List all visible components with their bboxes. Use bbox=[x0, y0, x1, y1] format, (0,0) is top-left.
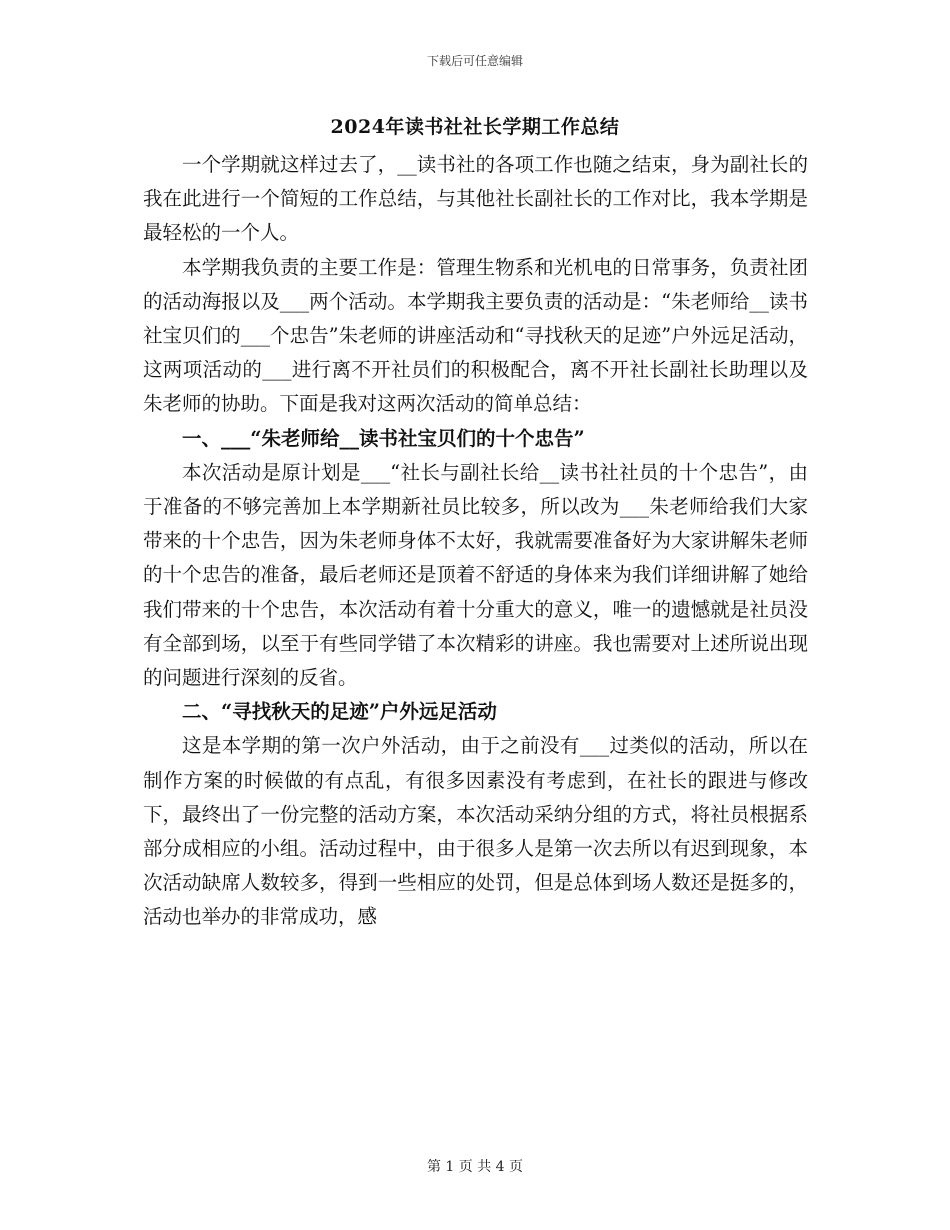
page-number-footer: 第 1 页 共 4 页 bbox=[426, 1159, 524, 1175]
section-2-paragraph: 这是本学期的第一次户外活动，由于之前没有___过类似的活动，所以在制作方案的时候做的有点乱，有很多因素没有考虑到，在社长的跟进与修改下，最终出了一份完整的活动方案，本次活动采纳分组的方式，将社员根据系部分成相应的小组。活动过程中，由于很多人是第一次去所以有迟到现象，本次活动缺席人数较多，得到一些相应的处罚，但是总体到场人数还是挺多的，活动也举办的非常成功，感 bbox=[143, 734, 808, 929]
page-header-note: 下载后可任意编辑 bbox=[426, 54, 523, 68]
section-2-heading: 二、“寻找秋天的足迹”户外远足活动 bbox=[182, 700, 497, 724]
intro-paragraph: 一个学期就这样过去了，__读书社的各项工作也随之结束，身为副社长的我在此进行一个简短的工作总结，与其他社长副社长的工作对比，我本学期是最轻松的一个人。 bbox=[143, 153, 808, 245]
section-1-heading: 一、___“朱老师给__读书社宝贝们的十个忠告” bbox=[182, 426, 585, 450]
document-body bbox=[143, 148, 808, 935]
section-1-paragraph: 本次活动是原计划是___“社长与副社长给__读书社社员的十个忠告”，由于准备的不够完善加上本学期新社员比较多，所以改为___朱老师给我们大家带来的十个忠告，因为朱老师身体不太好，我就需要准备好为大家讲解朱老师的十个忠告的准备，最后老师还是顶着不舒适的身体来为我们详细讲解了她给我们带来的十个忠告，本次活动有着十分重大的意义，唯一的遗憾就是社员没有全部到场，以至于有些同学错了本次精彩的讲座。我也需要对上述所说出现的问题进行深刻的反省。 bbox=[143, 460, 808, 690]
responsibilities-paragraph: 本学期我负责的主要工作是：管理生物系和光机电的日常事务，负责社团的活动海报以及___两个活动。本学期我主要负责的活动是：“朱老师给__读书社宝贝们的___个忠告”朱老师的讲座活动和“寻找秋天的足迹”户外远足活动，这两项活动的___进行离不开社员们的积极配合，离不开社长副社长助理以及朱老师的协助。下面是我对这两次活动的简单总结： bbox=[143, 255, 808, 416]
document-title: 2024年读书社社长学期工作总结 bbox=[330, 116, 620, 138]
